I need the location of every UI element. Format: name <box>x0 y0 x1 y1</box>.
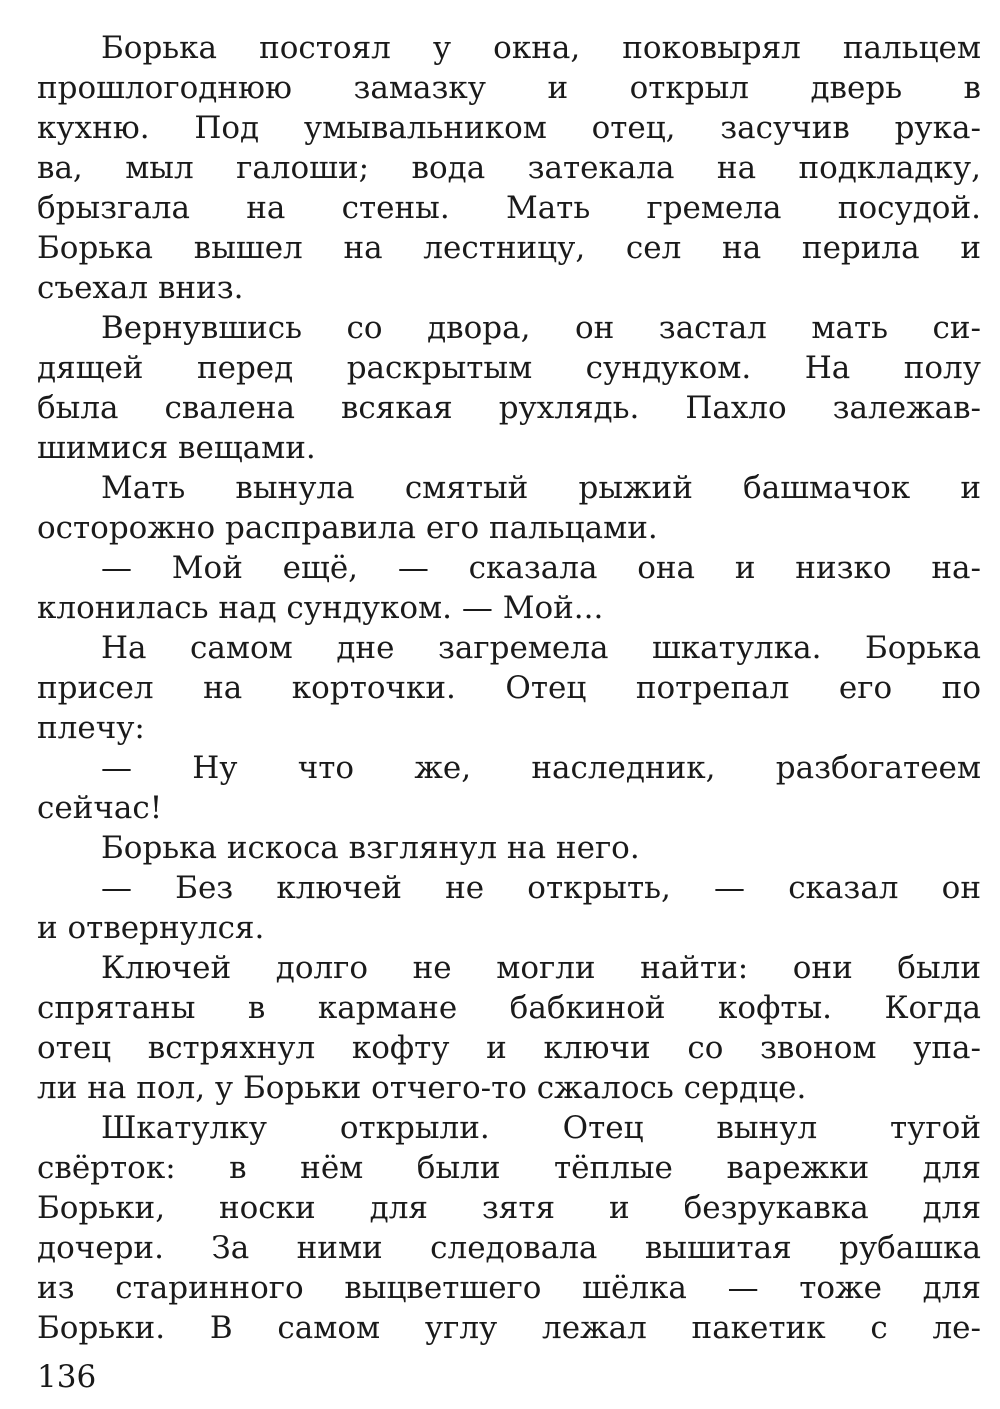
text-line: отец встряхнул кофту и ключи со звоном упа- <box>37 1030 981 1066</box>
text-line: Борька вышел на лестницу, сел на перила и <box>37 230 981 266</box>
text-line: Шкатулку открыли. Отец вынул тугой <box>101 1110 981 1146</box>
text-line: Вернувшись со двора, он застал мать си- <box>101 310 981 346</box>
text-line: спрятаны в кармане бабкиной кофты. Когда <box>37 990 981 1026</box>
text-line: Борьки. В самом углу лежал пакетик с ле- <box>37 1310 981 1346</box>
page-text <box>37 28 981 1348</box>
text-line: клонилась над сундуком. — Мой... <box>37 590 604 626</box>
text-line: съехал вниз. <box>37 270 244 306</box>
text-line: — Без ключей не открыть, — сказал он <box>101 870 981 906</box>
text-line: плечу: <box>37 710 145 746</box>
text-line: Ключей долго не могли найти: они были <box>101 950 981 986</box>
text-line: сейчас! <box>37 790 163 826</box>
text-line: присел на корточки. Отец потрепал его по <box>37 670 981 706</box>
text-line: ва, мыл галоши; вода затекала на подкладку, <box>37 150 981 186</box>
text-line: осторожно расправила его пальцами. <box>37 510 658 546</box>
text-line: — Мой ещё, — сказала она и низко на- <box>101 550 981 586</box>
text-line: Борьки, носки для зятя и безрукавка для <box>37 1190 981 1226</box>
text-line: из старинного выцветшего шёлка — тоже для <box>37 1270 981 1306</box>
text-line: прошлогоднюю замазку и открыл дверь в <box>37 70 981 106</box>
text-line: шимися вещами. <box>37 430 316 466</box>
text-line: свёрток: в нём были тёплые варежки для <box>37 1150 981 1186</box>
text-line: была свалена всякая рухлядь. Пахло залежав- <box>37 390 981 426</box>
text-line: дочери. За ними следовала вышитая рубашка <box>37 1230 981 1266</box>
page-number: 136 <box>37 1359 97 1395</box>
text-line: — Ну что же, наследник, разбогатеем <box>101 750 981 786</box>
text-line: Борька искоса взглянул на него. <box>101 830 640 866</box>
text-line: Борька постоял у окна, поковырял пальцем <box>101 30 981 66</box>
text-line: брызгала на стены. Мать гремела посудой. <box>37 190 981 226</box>
text-line: ли на пол, у Борьки отчего-то сжалось сердце. <box>37 1070 807 1106</box>
text-line: На самом дне загремела шкатулка. Борька <box>101 630 981 666</box>
text-line: дящей перед раскрытым сундуком. На полу <box>37 350 981 386</box>
text-line: Мать вынула смятый рыжий башмачок и <box>101 470 981 506</box>
text-line: кухню. Под умывальником отец, засучив рука- <box>37 110 981 146</box>
text-line: и отвернулся. <box>37 910 265 946</box>
